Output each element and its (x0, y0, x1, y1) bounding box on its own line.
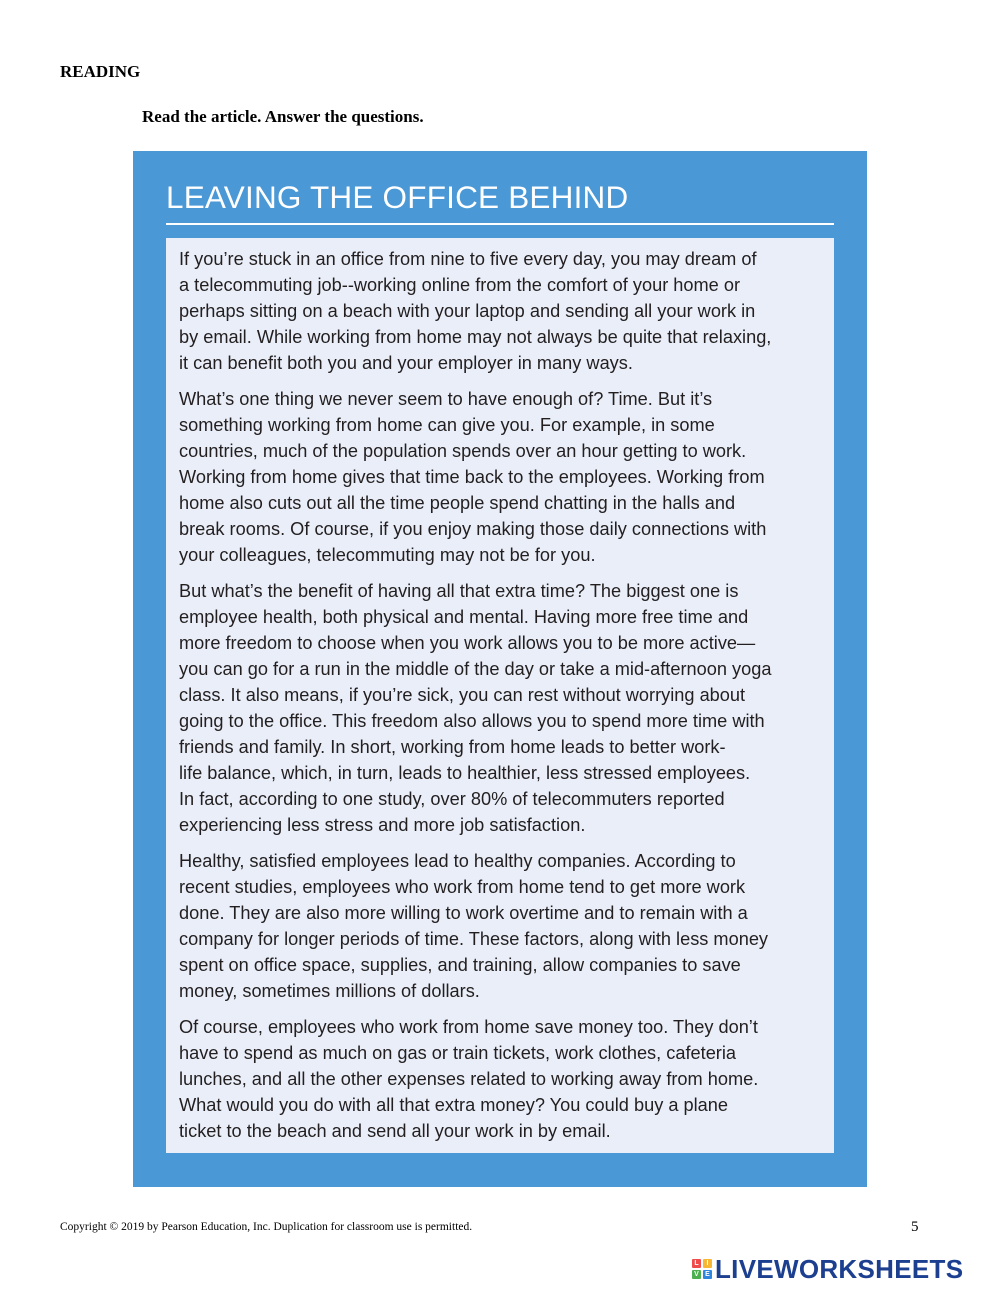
article-paragraph (179, 1014, 826, 1144)
paragraph-line: Healthy, satisfied employees lead to healthy companies. According to (179, 851, 736, 871)
paragraph-line: employee health, both physical and mental. Having more free time and (179, 607, 749, 627)
paragraph-line: experiencing less stress and more job satisfaction. (179, 815, 586, 835)
paragraph-line: it can benefit both you and your employer in many ways. (179, 353, 633, 373)
paragraph-line: lunches, and all the other expenses related to working away from home. (179, 1069, 759, 1089)
paragraph-line: company for longer periods of time. These factors, along with less money (179, 929, 769, 949)
paragraph-line: friends and family. In short, working from home leads to better work- (179, 737, 726, 757)
article-title: LEAVING THE OFFICE BEHIND (166, 179, 629, 215)
title-divider (166, 223, 834, 225)
logo-letter-block: E (703, 1270, 712, 1279)
article-paragraph (179, 246, 826, 376)
paragraph-line: Of course, employees who work from home save money too. They don’t (179, 1017, 758, 1037)
paragraph-line: Working from home gives that time back to the employees. Working from (179, 467, 765, 487)
paragraph-line: home also cuts out all the time people spend chatting in the halls and (179, 493, 736, 513)
paragraph-line: going to the office. This freedom also allows you to spend more time with (179, 711, 765, 731)
logo-letter-block: L (692, 1259, 701, 1268)
article-box (133, 151, 867, 1187)
paragraph-line: ticket to the beach and send all your work in by email. (179, 1121, 611, 1141)
paragraph-line: money, sometimes millions of dollars. (179, 981, 480, 1001)
paragraph-line: something working from home can give you. For example, in some (179, 415, 715, 435)
article-paragraph (179, 386, 826, 568)
paragraph-line: a telecommuting job--working online from the comfort of your home or (179, 275, 741, 295)
paragraph-line: What would you do with all that extra money? You could buy a plane (179, 1095, 729, 1115)
paragraph-line: by email. While working from home may not always be quite that relaxing, (179, 327, 772, 347)
paragraph-line: done. They are also more willing to work overtime and to remain with a (179, 903, 748, 923)
paragraph-line: your colleagues, telecommuting may not be for you. (179, 545, 596, 565)
instructions: Read the article. Answer the questions. (142, 107, 424, 126)
paragraph-line: break rooms. Of course, if you enjoy making those daily connections with (179, 519, 767, 539)
paragraph-line: you can go for a run in the middle of the day or take a mid-afternoon yoga (179, 659, 772, 679)
liveworksheets-logo[interactable] (692, 1254, 963, 1284)
paragraph-line: What’s one thing we never seem to have enough of? Time. But it’s (179, 389, 713, 409)
article-paragraph (179, 848, 826, 1004)
copyright-notice: Copyright © 2019 by Pearson Education, Inc. Duplication for classroom use is permitted. (60, 1221, 473, 1233)
paragraph-line: recent studies, employees who work from home tend to get more work (179, 877, 746, 897)
paragraph-line: more freedom to choose when you work allows you to be more active— (179, 633, 756, 653)
paragraph-line: life balance, which, in turn, leads to healthier, less stressed employees. (179, 763, 751, 783)
logo-letter-block: V (692, 1270, 701, 1279)
paragraph-line: But what’s the benefit of having all that extra time? The biggest one is (179, 581, 739, 601)
paragraph-line: If you’re stuck in an office from nine to five every day, you may dream of (179, 249, 757, 269)
paragraph-line: spent on office space, supplies, and training, allow companies to save (179, 955, 741, 975)
article-body (166, 238, 834, 1153)
logo-wordmark: LIVEWORKSHEETS (715, 1253, 964, 1284)
paragraph-line: countries, much of the population spends over an hour getting to work. (179, 441, 747, 461)
page-number: 5 (911, 1219, 919, 1235)
paragraph-line: In fact, according to one study, over 80% of telecommuters reported (179, 789, 725, 809)
paragraph-line: perhaps sitting on a beach with your laptop and sending all your work in (179, 301, 756, 321)
paragraph-line: have to spend as much on gas or train tickets, work clothes, cafeteria (179, 1043, 737, 1063)
logo-blocks-icon (692, 1259, 712, 1279)
section-label: READING (60, 62, 141, 81)
article-paragraph (179, 578, 826, 838)
paragraph-line: class. It also means, if you’re sick, you can rest without worrying about (179, 685, 746, 705)
logo-letter-block: I (703, 1259, 712, 1268)
